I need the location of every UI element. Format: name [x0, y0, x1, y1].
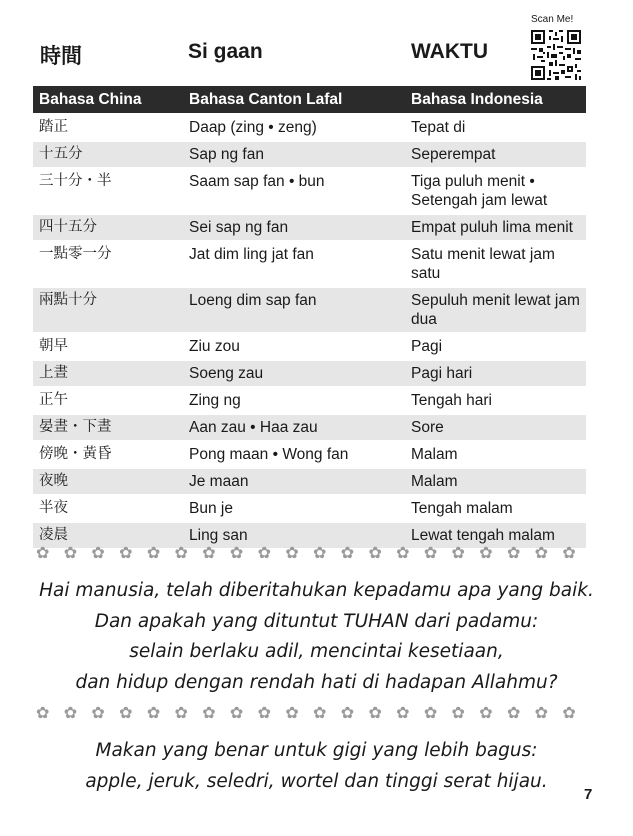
flower-icon: ✿	[506, 703, 521, 722]
chinese-cell: 朝早	[33, 333, 183, 360]
verse-line: Dan apakah yang dituntut TUHAN dari padamu:	[94, 610, 539, 632]
indonesian-cell: Pagi	[405, 333, 586, 360]
column-header-chinese: Bahasa China	[33, 86, 183, 114]
flower-icon: ✿	[506, 543, 521, 562]
flower-icon: ✿	[36, 543, 50, 562]
table-row	[33, 241, 586, 287]
chinese-title: 時間	[40, 44, 82, 68]
flower-icon: ✿	[423, 543, 438, 562]
flower-icon: ✿	[368, 703, 382, 722]
flower-icon: ✿	[146, 543, 161, 562]
verse-line: dan hidup dengan rendah hati di hadapan Allahmu?	[75, 671, 558, 693]
indonesian-cell: Malam	[405, 441, 586, 468]
flower-divider-top	[36, 543, 576, 562]
tip-line: apple, jeruk, seledri, wortel dan tinggi serat hijau.	[85, 770, 548, 792]
chinese-cell: 凌晨	[33, 522, 183, 548]
flower-icon: ✿	[423, 703, 438, 722]
flower-icon: ✿	[119, 703, 133, 722]
flower-divider-bottom	[36, 703, 576, 722]
cantonese-cell: Je maan	[183, 468, 405, 495]
flower-icon: ✿	[174, 543, 188, 562]
column-header-cantonese: Bahasa Canton Lafal	[183, 86, 405, 114]
chinese-cell: 兩點十分	[33, 287, 183, 333]
table-row	[33, 360, 586, 387]
indonesian-cell: Malam	[405, 468, 586, 495]
chinese-cell: 上晝	[33, 360, 183, 387]
flower-icon: ✿	[396, 543, 410, 562]
cantonese-cell: Jat dim ling jat fan	[183, 241, 405, 287]
chinese-cell: 一點零一分	[33, 241, 183, 287]
flower-icon: ✿	[285, 543, 299, 562]
indonesian-cell: Seperempat	[405, 141, 586, 168]
cantonese-title: Si gaan	[188, 40, 263, 63]
table-row	[33, 441, 586, 468]
flower-icon: ✿	[368, 543, 382, 562]
flower-icon: ✿	[146, 703, 161, 722]
table-header-row	[33, 86, 586, 114]
chinese-cell: 晏晝・下晝	[33, 414, 183, 441]
flower-icon: ✿	[340, 703, 355, 722]
cantonese-cell: Daap (zing • zeng)	[183, 114, 405, 141]
cantonese-cell: Sap ng fan	[183, 141, 405, 168]
indonesian-title: WAKTU	[411, 40, 488, 63]
indonesian-cell: Tengah malam	[405, 495, 586, 522]
flower-icon: ✿	[229, 703, 244, 722]
cantonese-cell: Aan zau • Haa zau	[183, 414, 405, 441]
flower-icon: ✿	[285, 703, 299, 722]
verse-line: selain berlaku adil, mencintai kesetiaan,	[129, 641, 504, 662]
flower-icon: ✿	[451, 703, 465, 722]
chinese-cell: 十五分	[33, 141, 183, 168]
flower-icon: ✿	[202, 543, 216, 562]
page-number: 7	[584, 786, 593, 803]
tip-line: Makan yang benar untuk gigi yang lebih bagus:	[95, 740, 538, 761]
cantonese-cell: Pong maan • Wong fan	[183, 441, 405, 468]
flower-icon: ✿	[91, 543, 105, 562]
chinese-cell: 正午	[33, 387, 183, 414]
indonesian-cell: Tepat di	[405, 114, 586, 141]
cantonese-cell: Bun je	[183, 495, 405, 522]
flower-icon: ✿	[257, 703, 272, 722]
table-row	[33, 495, 586, 522]
table-row	[33, 214, 586, 241]
cantonese-cell: Loeng dim sap fan	[183, 287, 405, 333]
flower-icon: ✿	[313, 703, 327, 722]
dental-tip	[20, 736, 613, 797]
flower-icon: ✿	[451, 543, 465, 562]
chinese-cell: 四十五分	[33, 214, 183, 241]
time-vocabulary-table	[33, 86, 586, 548]
indonesian-cell: Lewat tengah malam	[405, 522, 586, 548]
cantonese-cell: Ling san	[183, 522, 405, 548]
flower-icon: ✿	[313, 543, 327, 562]
table-row	[33, 387, 586, 414]
flower-icon: ✿	[479, 543, 493, 562]
table-row	[33, 114, 586, 141]
column-header-indonesian: Bahasa Indonesia	[405, 86, 586, 114]
cantonese-cell: Soeng zau	[183, 360, 405, 387]
flower-icon: ✿	[562, 543, 576, 562]
flower-icon: ✿	[36, 703, 50, 722]
flower-icon: ✿	[91, 703, 105, 722]
flower-icon: ✿	[562, 703, 576, 722]
table-row	[33, 414, 586, 441]
indonesian-cell: Pagi hari	[405, 360, 586, 387]
flower-icon: ✿	[202, 703, 216, 722]
chinese-cell: 半夜	[33, 495, 183, 522]
indonesian-cell: Tengah hari	[405, 387, 586, 414]
indonesian-cell: Empat puluh lima menit	[405, 214, 586, 241]
chinese-cell: 踏正	[33, 114, 183, 141]
chinese-cell: 夜晚	[33, 468, 183, 495]
flower-icon: ✿	[119, 543, 133, 562]
table-row	[33, 333, 586, 360]
flower-icon: ✿	[534, 543, 549, 562]
flower-icon: ✿	[174, 703, 188, 722]
flower-icon: ✿	[479, 703, 493, 722]
indonesian-cell: Sepuluh menit lewat jam dua	[405, 287, 586, 333]
flower-icon: ✿	[396, 703, 410, 722]
indonesian-cell: Sore	[405, 414, 586, 441]
chinese-cell: 傍晚・黃昏	[33, 441, 183, 468]
indonesian-cell: Satu menit lewat jam satu	[405, 241, 586, 287]
cantonese-cell: Ziu zou	[183, 333, 405, 360]
table-row	[33, 168, 586, 214]
table-row	[33, 468, 586, 495]
cantonese-cell: Saam sap fan • bun	[183, 168, 405, 214]
flower-icon: ✿	[257, 543, 272, 562]
table-row	[33, 287, 586, 333]
flower-icon: ✿	[534, 703, 549, 722]
cantonese-cell: Sei sap ng fan	[183, 214, 405, 241]
qr-code-icon[interactable]	[529, 28, 583, 82]
flower-icon: ✿	[340, 543, 355, 562]
chinese-cell: 三十分・半	[33, 168, 183, 214]
scan-me-label: Scan Me!	[531, 14, 574, 25]
flower-icon: ✿	[229, 543, 244, 562]
flower-icon: ✿	[63, 543, 78, 562]
verse-line: Hai manusia, telah diberitahukan kepadamu apa yang baik.	[39, 580, 594, 601]
flower-icon: ✿	[63, 703, 78, 722]
scripture-verse	[20, 576, 613, 698]
table-row	[33, 141, 586, 168]
cantonese-cell: Zing ng	[183, 387, 405, 414]
indonesian-cell: Tiga puluh menit • Setengah jam lewat	[405, 168, 586, 214]
